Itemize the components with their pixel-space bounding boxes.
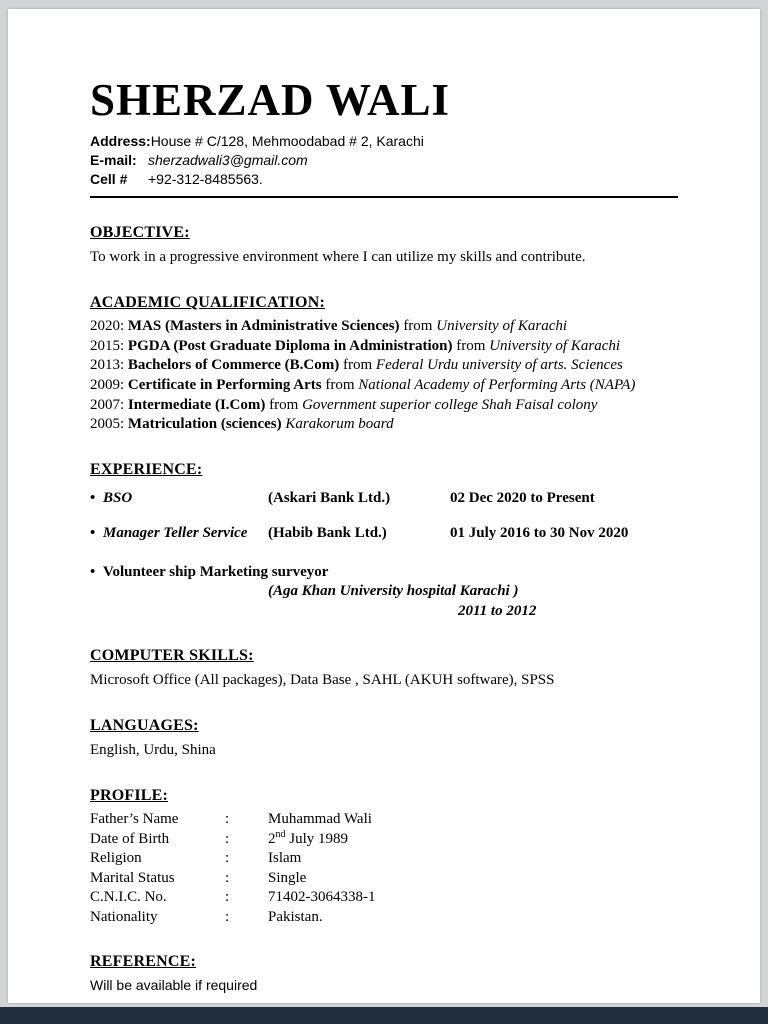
profile-row xyxy=(90,888,678,908)
contact-cell-row xyxy=(90,170,678,189)
profile-value: Islam xyxy=(268,850,302,867)
profile-separator: : xyxy=(225,889,230,906)
profile-label: Religion xyxy=(90,850,142,867)
profile-row xyxy=(90,908,678,928)
reference-heading: REFERENCE: xyxy=(90,953,197,971)
computer-skills-heading: COMPUTER SKILLS: xyxy=(90,647,254,665)
qualification-connector: from xyxy=(269,396,299,413)
job-title: • Manager Teller Service xyxy=(90,524,268,544)
bullet-glyph: • xyxy=(90,563,96,580)
contact-email-label: E-mail: xyxy=(90,152,137,169)
experience-job-row xyxy=(90,489,678,509)
job-dates: 02 Dec 2020 to Present xyxy=(450,489,595,506)
contact-address-value: House # C/128, Mehmoodabad # 2, Karachi xyxy=(150,133,424,150)
profile-value: Single xyxy=(268,869,307,886)
job-title: • BSO xyxy=(90,489,268,509)
bullet-glyph: • xyxy=(90,525,96,542)
section-languages xyxy=(90,717,678,761)
qualification-year: 2005: xyxy=(90,416,125,433)
qualification-year: 2007: xyxy=(90,396,125,413)
profile-label: Marital Status xyxy=(90,869,175,886)
job-title: • Volunteer ship Marketing surveyor xyxy=(90,563,678,583)
qualification-institute: Karakorum board xyxy=(285,416,394,433)
profile-row xyxy=(90,810,678,830)
qualification-degree: Certificate in Performing Arts xyxy=(127,377,322,394)
qualification-connector: from xyxy=(403,318,433,335)
contact-address-row xyxy=(90,132,678,151)
qualification-degree: MAS (Masters in Administrative Sciences) xyxy=(127,318,400,335)
profile-value: 2nd July 1989 xyxy=(268,828,349,847)
qualification-item xyxy=(90,396,678,416)
header-divider xyxy=(90,196,678,198)
computer-skills-text: Microsoft Office (All packages), Data Base , SAHL (AKUH software), SPSS xyxy=(90,672,555,689)
job-company: (Habib Bank Ltd.) xyxy=(268,525,387,542)
qualification-year: 2013: xyxy=(90,357,125,374)
resume-page xyxy=(8,9,760,1003)
contact-address-label: Address: xyxy=(90,133,151,150)
qualification-item xyxy=(90,415,678,435)
section-academic-qualification xyxy=(90,294,678,435)
contact-block xyxy=(90,132,678,189)
objective-text: To work in a progressive environment where I can utilize my skills and contribute. xyxy=(90,249,586,266)
profile-label: Date of Birth xyxy=(90,830,170,847)
qualification-year: 2015: xyxy=(90,337,125,354)
profile-value: Muhammad Wali xyxy=(268,811,372,828)
profile-row xyxy=(90,849,678,869)
academic-heading: ACADEMIC QUALIFICATION: xyxy=(90,294,325,312)
qualification-institute: University of Karachi xyxy=(436,318,568,335)
profile-separator: : xyxy=(225,811,230,828)
contact-cell-label: Cell # xyxy=(90,171,128,188)
qualification-degree: Bachelors of Commerce (B.Com) xyxy=(127,357,340,374)
qualification-item xyxy=(90,317,678,337)
contact-email-value: sherzadwali3@gmail.com xyxy=(148,152,308,169)
qualification-item xyxy=(90,337,678,357)
profile-row xyxy=(90,830,678,850)
experience-heading: EXPERIENCE: xyxy=(90,460,203,478)
profile-label: Father’s Name xyxy=(90,811,179,828)
qualification-institute: Government superior college Shah Faisal colony xyxy=(302,396,598,413)
qualification-institute: Federal Urdu university of arts. Sciences xyxy=(375,357,623,374)
qualification-degree: Intermediate (I.Com) xyxy=(127,396,266,413)
experience-job-row xyxy=(90,524,678,544)
qualification-connector: from xyxy=(343,357,373,374)
job-company: (Aga Khan University hospital Karachi ) xyxy=(268,583,519,600)
profile-separator: : xyxy=(225,850,230,867)
experience-job-row xyxy=(90,563,678,622)
contact-cell-value: +92-312-8485563. xyxy=(148,171,263,188)
profile-value: 71402-3064338-1 xyxy=(268,889,376,906)
bullet-glyph: • xyxy=(90,489,96,506)
contact-email-row xyxy=(90,151,678,170)
profile-heading: PROFILE: xyxy=(90,787,169,805)
qualification-year: 2020: xyxy=(90,318,125,335)
qualification-item xyxy=(90,356,678,376)
qualification-year: 2009: xyxy=(90,377,125,394)
profile-separator: : xyxy=(225,908,230,925)
viewer-footer-bar xyxy=(0,1007,768,1024)
job-dates: 2011 to 2012 xyxy=(458,602,537,619)
profile-label: Nationality xyxy=(90,908,158,925)
section-computer-skills xyxy=(90,647,678,691)
resume-name-title: SHERZAD WALI xyxy=(90,75,451,125)
qualification-item xyxy=(90,376,678,396)
job-company: (Askari Bank Ltd.) xyxy=(268,489,391,506)
section-objective xyxy=(90,224,678,268)
profile-value: Pakistan. xyxy=(268,908,323,925)
section-reference xyxy=(90,953,678,995)
qualification-institute: University of Karachi xyxy=(489,337,621,354)
profile-separator: : xyxy=(225,869,230,886)
qualification-connector: from xyxy=(456,337,486,354)
qualification-degree: Matriculation (sciences) xyxy=(127,416,282,433)
qualification-institute: National Academy of Performing Arts (NAPA) xyxy=(358,377,636,394)
section-profile xyxy=(90,787,678,927)
qualification-connector: from xyxy=(325,377,355,394)
profile-row xyxy=(90,869,678,889)
section-experience xyxy=(90,461,678,622)
reference-text: Will be available if required xyxy=(90,977,258,994)
qualification-degree: PGDA (Post Graduate Diploma in Administration) xyxy=(127,337,453,354)
languages-text: English, Urdu, Shina xyxy=(90,742,216,759)
ordinal-superscript: nd xyxy=(275,828,286,840)
profile-separator: : xyxy=(225,830,230,847)
objective-heading: OBJECTIVE: xyxy=(90,224,190,242)
languages-heading: LANGUAGES: xyxy=(90,717,199,735)
profile-label: C.N.I.C. No. xyxy=(90,889,167,906)
job-dates: 01 July 2016 to 30 Nov 2020 xyxy=(450,525,629,542)
